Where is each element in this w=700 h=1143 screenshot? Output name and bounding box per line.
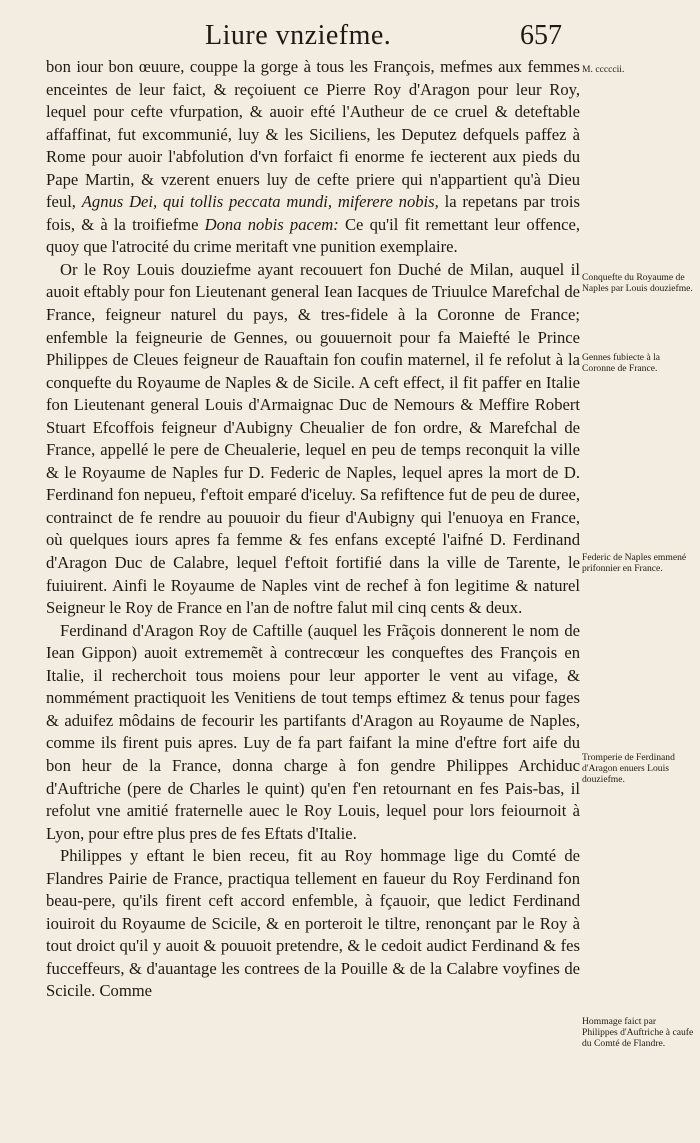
paragraph-3: Ferdinand d'Aragon Roy de Caftille (auquel les Frãçois donnerent le nom de Iean Gippon) auoit extrememẽt à contrecœur les conqueftes des François en Italie, il recherchoit tous moiens pour leur apporter le vent au vifage, & nommément practiquoit les Venitiens de tout temps eftimez & tenus pour fages & aduifez môdains de fecourir les partifants d'Aragon au Royaume de Naples, comme ils firent puis apres. Luy de fa part faifant la mine d'eftre fort aife du bon heur de la France, donna charge à fon gendre Philippes Archiduc d'Auftriche (pere de Charles le quint) qu'en f'en retournant en fes Pais-bas, il refolut vne amitié fraternelle auec le Roy Louis, lequel pour lors feiournoit à Lyon, pour eftre plus pres de fes Eftats d'Italie. — [46, 620, 580, 843]
paragraph-1-text-b: la repetans par trois fois, & à la troifiefme — [46, 192, 580, 234]
margin-note-gennes: Gennes fubiecte à la Coronne de France. — [582, 352, 661, 375]
latin-quote-agnus-dei: Agnus Dei, qui tollis peccata mundi, miferere nobis, — [81, 192, 439, 212]
paragraph-4: Philippes y eftant le bien receu, fit au Roy hommage lige du Comté de Flandres Pairie de France, practiqua tellement en faueur du Roy Ferdinand fon beau-pere, qu'ils firent ceft accord enfemble, à fçauoir, que ledict Ferdinand iouiroit du Royaume de Scicile, & en porteroit le tiltre, renonçant par le Roy à tout droict qu'il y auoit & pouuoit pretendre, & le cedoit audict Ferdinand & fes fucceffeurs, & d'auantage les contrees de la Pouille & de la Calabre voyfines de Scicile. Comme — [46, 846, 580, 1001]
margin-note-conquest-naples: Conquefte du Royaume de Naples par Louis douziefme. — [582, 272, 693, 295]
paragraph-2: Or le Roy Louis douziefme ayant recouuert fon Duché de Milan, auquel il auoit eftably pour fon Lieutenant general Iean Iacques de Triuulce Marefchal de France, feigneur naturel du pays, & tres-fidele à la Coronne de France; enfemble la feigneurie de Gennes, ou gouuernoit pour fa Maiefté le Prince Philippes de Cleues feigneur de Rauaftain fon coufin maternel, il fe refolut à la conquefte du Royaume de Naples & de Sicile. A ceft effect, il fit paffer en Italie fon Lieutenant general Louis d'Armaignac Duc de Nemours & Meffire Robert Stuart Efcoffois feigneur d'Aubigny Cheualier de fon ordre, & Marefchal de France, appellé le pere de Cheualerie, lequel en peu de temps reconquit la ville & le Royaume de Naples fur D. Federic de Naples, lequel apres la mort de D. Ferdinand fon nepueu, f'eftoit emparé d'iceluy. Sa refiftence fut de peu de duree, contrainct de fe rendre au pouuoir du fieur d'Aubigny qui l'enuoya en France, où quelques iours apres fa femme & fes enfans excepté l'aifné D. Ferdinand d'Aragon Duc de Calabre, lequel f'eftoit fortifié dans la ville de Tarente, le fuiuirent. Ainfi le Royaume de Naples vint de rechef à fon legitime & naturel Seigneur le Roy de France en l'an de noftre falut mil cinq cents & deux. — [46, 259, 580, 618]
running-title: Liure vnziefme. — [205, 20, 392, 51]
main-text — [46, 56, 580, 1003]
paragraph-1-text-a: bon iour bon œuure, couppe la gorge à tous les François, mefmes aux femmes enceintes de leur faict, & reçoiuent ce Pierre Roy d'Aragon pour leur Roy, lequel pour cefte vfurpation, & auoir efté l'Autheur de ce cruel & deteftable affaffinat, fut excommunié, luy & les Siciliens, les Deputez defquels paffez à Rome pour auoir l'abfolution d'vn forfaict fi enorme fe iecterent aux pieds du Pape Martin, & vzerent enuers luy de cefte priere qui n'appartient qu'à Dieu feul, — [46, 57, 580, 212]
latin-quote-dona-nobis: Dona nobis pacem: — [204, 214, 339, 234]
paragraph-1-text-c: Ce qu'il fit remettant leur offence, quoy que l'atrocité du crime meritaft vne punition exemplaire. — [46, 214, 580, 257]
page-header — [0, 14, 700, 54]
margin-note-federic: Federic de Naples emmené prifonnier en France. — [582, 552, 687, 575]
paragraph-1 — [46, 56, 580, 259]
margin-note-hommage: Hommage faict par Philippes d'Auftriche à caufe du Comté de Flandre. — [582, 1016, 694, 1050]
page-number: 657 — [520, 20, 562, 51]
margin-reference: M. cccccii. — [582, 64, 625, 75]
margin-note-tromperie: Tromperie de Ferdinand d'Aragon enuers Louis douziefme. — [582, 752, 675, 786]
